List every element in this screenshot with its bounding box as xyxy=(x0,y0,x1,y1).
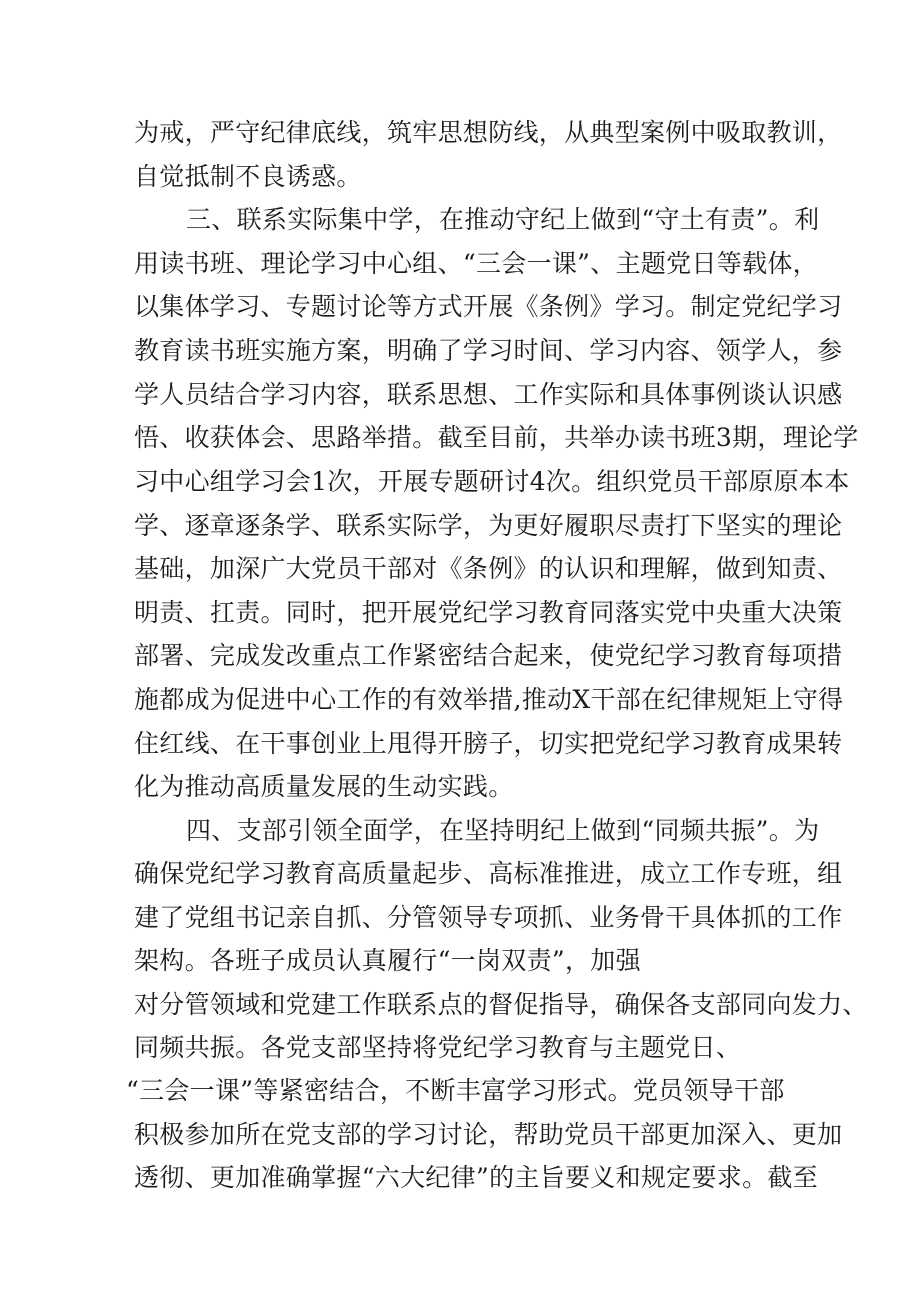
text-line: 建了党组书记亲自抓、分管领导专项抓、业务骨干具体抓的工作 xyxy=(134,903,843,932)
text-line: 为戒，严守纪律底线，筑牢思想防线，从典型案例中吸取教训， xyxy=(134,118,843,147)
paragraph-heading-3: 三、联系实际集中学，在推动守纪上做到“守土有责”。利 xyxy=(186,205,820,234)
text-line: 透彻、更加准确掌握“六大纪律”的主旨要义和规定要求。截至 xyxy=(134,1163,818,1192)
text-line: 基础，加深广大党员干部对《条例》的认识和理解，做到知责、 xyxy=(134,554,843,583)
text-line: 同频共振。各党支部坚持将党纪学习教育与主题党日、 xyxy=(134,1033,742,1062)
text-line: 学、逐章逐条学、联系实际学，为更好履职尽责打下坚实的理论 xyxy=(134,511,843,540)
text-line: 学人员结合学习内容，联系思想、工作实际和具体事例谈认识感 xyxy=(134,380,843,409)
text-line: 施都成为促进中心工作的有效举措,推动X干部在纪律规矩上守得 xyxy=(134,685,844,714)
text-line: 以集体学习、专题讨论等方式开展《条例》学习。制定党纪学习 xyxy=(134,292,843,321)
text-line: 架构。各班子成员认真履行“一岗双责”，加强 xyxy=(134,946,641,975)
text-line: 确保党纪学习教育高质量起步、高标准推进，成立工作专班，组 xyxy=(134,859,843,888)
text-line: 明责、扛责。同时，把开展党纪学习教育同落实党中央重大决策 xyxy=(134,598,843,627)
text-line: 悟、收获体会、思路举措。截至目前，共举办读书班3期，理论学 xyxy=(134,423,859,452)
text-line: 自觉抵制不良诱惑。 xyxy=(134,162,362,191)
text-line: 部署、完成发改重点工作紧密结合起来，使党纪学习教育每项措 xyxy=(134,641,843,670)
text-line: 对分管领域和党建工作联系点的督促指导，确保各支部同向发力、 xyxy=(134,990,868,1019)
text-line: 教育读书班实施方案，明确了学习时间、学习内容、领学人，参 xyxy=(134,336,843,365)
text-line: 化为推动高质量发展的生动实践。 xyxy=(134,772,514,801)
text-line: 住红线、在干事创业上甩得开膀子，切实把党纪学习教育成果转 xyxy=(134,729,843,758)
text-line: 积极参加所在党支部的学习讨论，帮助党员干部更加深入、更加 xyxy=(134,1120,843,1149)
text-line: 习中心组学习会1次，开展专题研讨4次。组织党员干部原原本本 xyxy=(134,467,850,496)
text-line: “三会一课”等紧密结合，不断丰富学习形式。党员领导干部 xyxy=(126,1076,785,1105)
text-line: 用读书班、理论学习中心组、“三会一课”、主题党日等载体， xyxy=(134,249,818,278)
paragraph-heading-4: 四、支部引领全面学，在坚持明纪上做到“同频共振”。为 xyxy=(186,816,820,845)
